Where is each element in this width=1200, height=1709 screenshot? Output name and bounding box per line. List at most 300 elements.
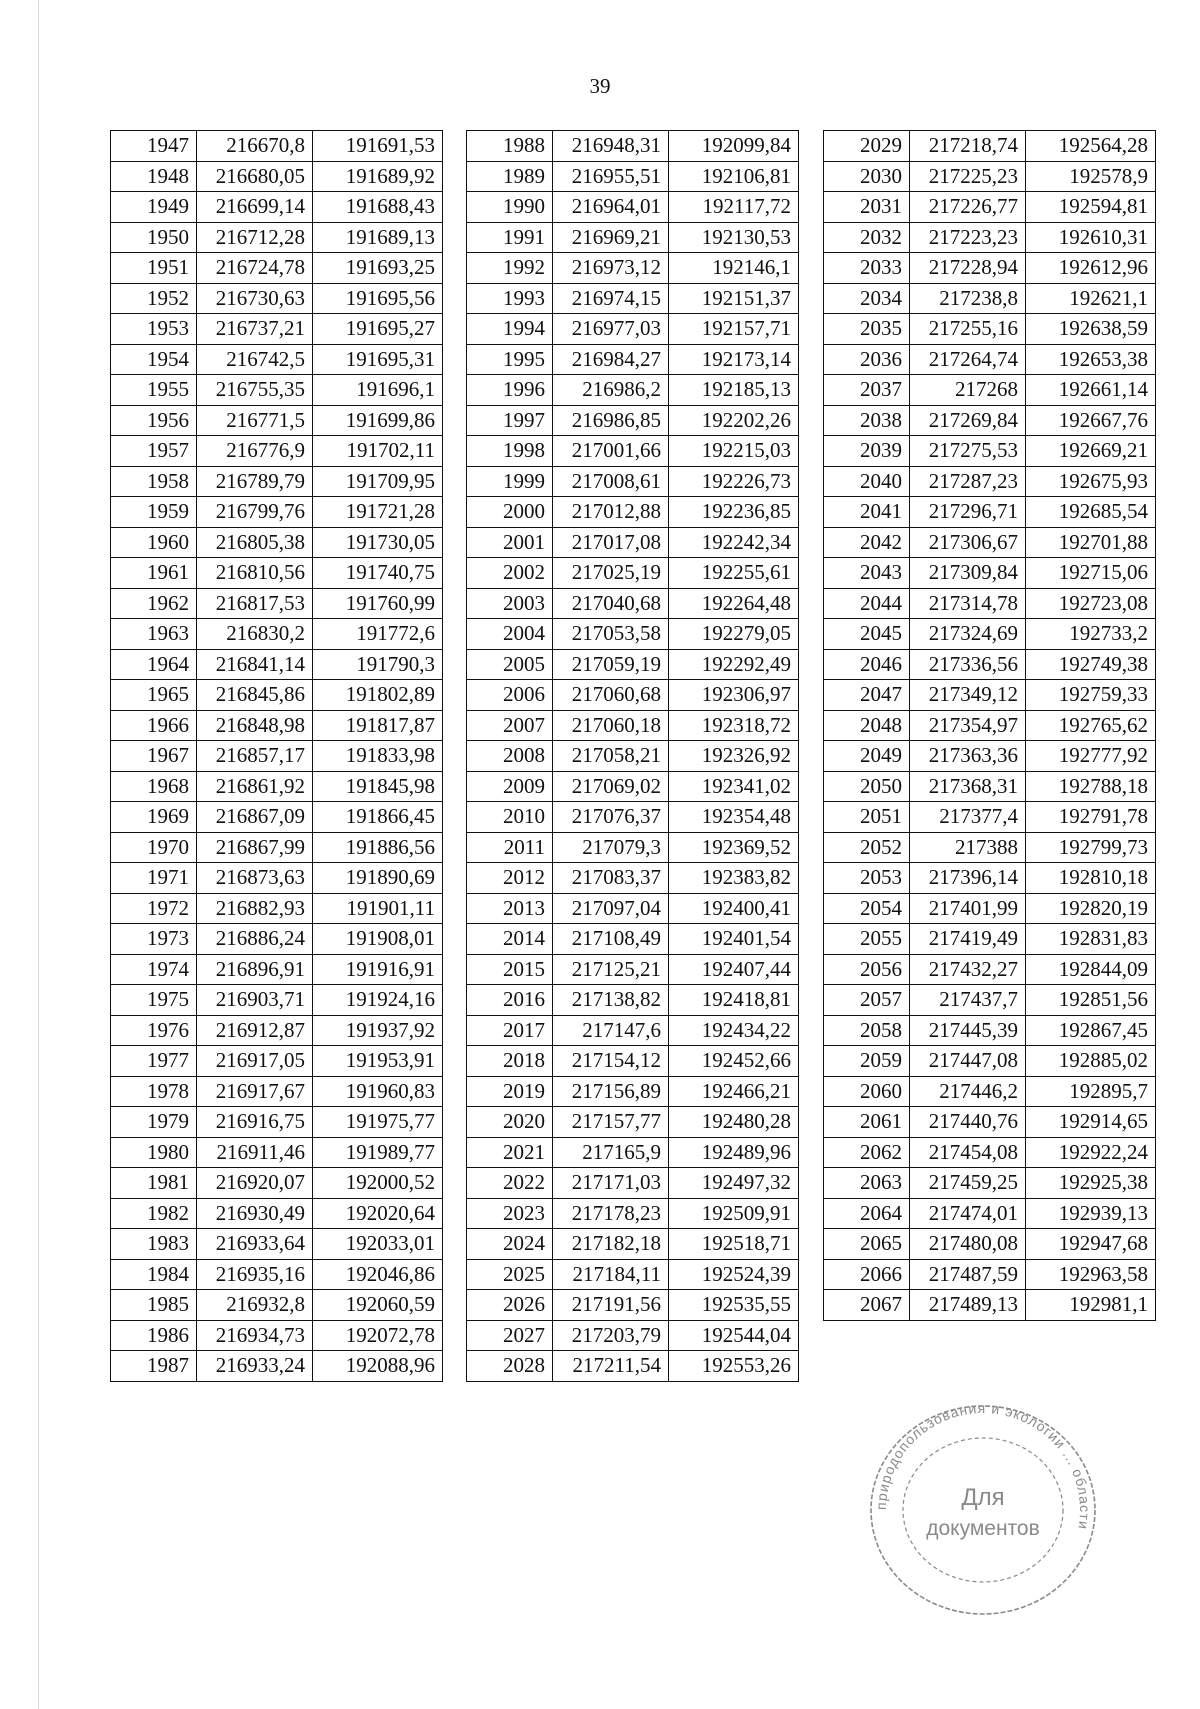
point-number-cell: 2034 xyxy=(824,283,910,314)
table-row xyxy=(467,253,799,284)
x-coordinate-cell: 217447,08 xyxy=(910,1046,1026,1077)
table-row xyxy=(824,649,1156,680)
x-coordinate-cell: 216805,38 xyxy=(197,527,313,558)
y-coordinate-cell: 192675,93 xyxy=(1026,466,1156,497)
x-coordinate-cell: 216977,03 xyxy=(553,314,669,345)
point-number-cell: 1986 xyxy=(111,1320,197,1351)
table-row xyxy=(467,405,799,436)
y-coordinate-cell: 192524,39 xyxy=(669,1259,799,1290)
table-row xyxy=(824,1168,1156,1199)
coordinates-table-2 xyxy=(466,130,799,1382)
table-row xyxy=(111,649,443,680)
y-coordinate-cell: 192844,09 xyxy=(1026,954,1156,985)
y-coordinate-cell: 191691,53 xyxy=(313,131,443,162)
x-coordinate-cell: 217069,02 xyxy=(553,771,669,802)
x-coordinate-cell: 217480,08 xyxy=(910,1229,1026,1260)
point-number-cell: 1958 xyxy=(111,466,197,497)
stamp-center-line-2: документов xyxy=(926,1517,1040,1540)
x-coordinate-cell: 216867,99 xyxy=(197,832,313,863)
point-number-cell: 2002 xyxy=(467,558,553,589)
point-number-cell: 1951 xyxy=(111,253,197,284)
point-number-cell: 2050 xyxy=(824,771,910,802)
table-row xyxy=(824,863,1156,894)
table-row xyxy=(467,1046,799,1077)
table-row xyxy=(111,527,443,558)
x-coordinate-cell: 217012,88 xyxy=(553,497,669,528)
y-coordinate-cell: 191730,05 xyxy=(313,527,443,558)
table-row xyxy=(111,1351,443,1382)
table-row xyxy=(824,1015,1156,1046)
x-coordinate-cell: 217040,68 xyxy=(553,588,669,619)
y-coordinate-cell: 192242,34 xyxy=(669,527,799,558)
x-coordinate-cell: 217238,8 xyxy=(910,283,1026,314)
point-number-cell: 2065 xyxy=(824,1229,910,1260)
point-number-cell: 1964 xyxy=(111,649,197,680)
y-coordinate-cell: 192185,13 xyxy=(669,375,799,406)
point-number-cell: 2061 xyxy=(824,1107,910,1138)
y-coordinate-cell: 192418,81 xyxy=(669,985,799,1016)
official-stamp xyxy=(858,1395,1108,1625)
point-number-cell: 1996 xyxy=(467,375,553,406)
point-number-cell: 2007 xyxy=(467,710,553,741)
x-coordinate-cell: 216932,8 xyxy=(197,1290,313,1321)
x-coordinate-cell: 217178,23 xyxy=(553,1198,669,1229)
x-coordinate-cell: 217445,39 xyxy=(910,1015,1026,1046)
x-coordinate-cell: 217459,25 xyxy=(910,1168,1026,1199)
point-number-cell: 1991 xyxy=(467,222,553,253)
x-coordinate-cell: 216933,64 xyxy=(197,1229,313,1260)
x-coordinate-cell: 217008,61 xyxy=(553,466,669,497)
point-number-cell: 1975 xyxy=(111,985,197,1016)
y-coordinate-cell: 192759,33 xyxy=(1026,680,1156,711)
y-coordinate-cell: 191960,83 xyxy=(313,1076,443,1107)
x-coordinate-cell: 217388 xyxy=(910,832,1026,863)
table-row xyxy=(824,1290,1156,1321)
table-row xyxy=(467,558,799,589)
y-coordinate-cell: 192791,78 xyxy=(1026,802,1156,833)
x-coordinate-cell: 216830,2 xyxy=(197,619,313,650)
table-row xyxy=(824,893,1156,924)
table-row xyxy=(824,802,1156,833)
y-coordinate-cell: 191890,69 xyxy=(313,863,443,894)
point-number-cell: 2051 xyxy=(824,802,910,833)
point-number-cell: 2021 xyxy=(467,1137,553,1168)
table-row xyxy=(467,1137,799,1168)
y-coordinate-cell: 192480,28 xyxy=(669,1107,799,1138)
point-number-cell: 1980 xyxy=(111,1137,197,1168)
table-row xyxy=(824,1107,1156,1138)
point-number-cell: 2035 xyxy=(824,314,910,345)
x-coordinate-cell: 217396,14 xyxy=(910,863,1026,894)
x-coordinate-cell: 216857,17 xyxy=(197,741,313,772)
x-coordinate-cell: 217079,3 xyxy=(553,832,669,863)
y-coordinate-cell: 192831,83 xyxy=(1026,924,1156,955)
x-coordinate-cell: 217060,68 xyxy=(553,680,669,711)
point-number-cell: 1971 xyxy=(111,863,197,894)
y-coordinate-cell: 191688,43 xyxy=(313,192,443,223)
y-coordinate-cell: 191689,92 xyxy=(313,161,443,192)
table-row xyxy=(824,619,1156,650)
x-coordinate-cell: 216911,46 xyxy=(197,1137,313,1168)
y-coordinate-cell: 192157,71 xyxy=(669,314,799,345)
table-row xyxy=(111,985,443,1016)
y-coordinate-cell: 192326,92 xyxy=(669,741,799,772)
y-coordinate-cell: 191866,45 xyxy=(313,802,443,833)
table-row xyxy=(111,222,443,253)
table-row xyxy=(824,161,1156,192)
point-number-cell: 2013 xyxy=(467,893,553,924)
point-number-cell: 1967 xyxy=(111,741,197,772)
table-row xyxy=(824,375,1156,406)
table-row xyxy=(111,924,443,955)
table-row xyxy=(111,832,443,863)
table-row xyxy=(111,1320,443,1351)
x-coordinate-cell: 216742,5 xyxy=(197,344,313,375)
table-row xyxy=(824,283,1156,314)
y-coordinate-cell: 192981,1 xyxy=(1026,1290,1156,1321)
table-row xyxy=(467,1259,799,1290)
table-row xyxy=(824,436,1156,467)
x-coordinate-cell: 217440,76 xyxy=(910,1107,1026,1138)
point-number-cell: 1954 xyxy=(111,344,197,375)
y-coordinate-cell: 192669,21 xyxy=(1026,436,1156,467)
y-coordinate-cell: 192146,1 xyxy=(669,253,799,284)
stamp-center-line-1: Для xyxy=(961,1484,1005,1511)
x-coordinate-cell: 217108,49 xyxy=(553,924,669,955)
y-coordinate-cell: 192820,19 xyxy=(1026,893,1156,924)
x-coordinate-cell: 216799,76 xyxy=(197,497,313,528)
point-number-cell: 2028 xyxy=(467,1351,553,1382)
table-row xyxy=(824,1259,1156,1290)
y-coordinate-cell: 192401,54 xyxy=(669,924,799,955)
x-coordinate-cell: 216973,12 xyxy=(553,253,669,284)
x-coordinate-cell: 217156,89 xyxy=(553,1076,669,1107)
x-coordinate-cell: 216969,21 xyxy=(553,222,669,253)
point-number-cell: 2023 xyxy=(467,1198,553,1229)
y-coordinate-cell: 192046,86 xyxy=(313,1259,443,1290)
y-coordinate-cell: 192518,71 xyxy=(669,1229,799,1260)
y-coordinate-cell: 192701,88 xyxy=(1026,527,1156,558)
y-coordinate-cell: 192341,02 xyxy=(669,771,799,802)
table-row xyxy=(824,131,1156,162)
point-number-cell: 2018 xyxy=(467,1046,553,1077)
x-coordinate-cell: 217097,04 xyxy=(553,893,669,924)
y-coordinate-cell: 192939,13 xyxy=(1026,1198,1156,1229)
point-number-cell: 2008 xyxy=(467,741,553,772)
table-row xyxy=(824,222,1156,253)
table-row xyxy=(467,802,799,833)
point-number-cell: 2048 xyxy=(824,710,910,741)
table-row xyxy=(467,283,799,314)
x-coordinate-cell: 216986,2 xyxy=(553,375,669,406)
x-coordinate-cell: 217269,84 xyxy=(910,405,1026,436)
x-coordinate-cell: 217182,18 xyxy=(553,1229,669,1260)
table-row xyxy=(467,924,799,955)
x-coordinate-cell: 216974,15 xyxy=(553,283,669,314)
point-number-cell: 2005 xyxy=(467,649,553,680)
table-row xyxy=(467,588,799,619)
x-coordinate-cell: 217228,94 xyxy=(910,253,1026,284)
point-number-cell: 2036 xyxy=(824,344,910,375)
table-row xyxy=(111,1076,443,1107)
x-coordinate-cell: 216986,85 xyxy=(553,405,669,436)
table-row xyxy=(824,1046,1156,1077)
table-row xyxy=(111,771,443,802)
table-row xyxy=(467,619,799,650)
x-coordinate-cell: 216917,67 xyxy=(197,1076,313,1107)
table-row xyxy=(824,558,1156,589)
table-row xyxy=(824,924,1156,955)
point-number-cell: 1956 xyxy=(111,405,197,436)
table-row xyxy=(467,832,799,863)
point-number-cell: 2052 xyxy=(824,832,910,863)
y-coordinate-cell: 191772,6 xyxy=(313,619,443,650)
y-coordinate-cell: 192851,56 xyxy=(1026,985,1156,1016)
point-number-cell: 1973 xyxy=(111,924,197,955)
table-row xyxy=(111,192,443,223)
y-coordinate-cell: 192749,38 xyxy=(1026,649,1156,680)
point-number-cell: 2010 xyxy=(467,802,553,833)
y-coordinate-cell: 192544,04 xyxy=(669,1320,799,1351)
y-coordinate-cell: 192226,73 xyxy=(669,466,799,497)
point-number-cell: 2025 xyxy=(467,1259,553,1290)
y-coordinate-cell: 192306,97 xyxy=(669,680,799,711)
point-number-cell: 2006 xyxy=(467,680,553,711)
table-row xyxy=(111,863,443,894)
point-number-cell: 2047 xyxy=(824,680,910,711)
x-coordinate-cell: 216817,53 xyxy=(197,588,313,619)
left-margin-line xyxy=(38,0,39,1709)
coordinates-table-1 xyxy=(110,130,443,1382)
point-number-cell: 2040 xyxy=(824,466,910,497)
y-coordinate-cell: 192612,96 xyxy=(1026,253,1156,284)
y-coordinate-cell: 191702,11 xyxy=(313,436,443,467)
x-coordinate-cell: 217060,18 xyxy=(553,710,669,741)
x-coordinate-cell: 216699,14 xyxy=(197,192,313,223)
point-number-cell: 1948 xyxy=(111,161,197,192)
point-number-cell: 2003 xyxy=(467,588,553,619)
y-coordinate-cell: 192885,02 xyxy=(1026,1046,1156,1077)
point-number-cell: 2024 xyxy=(467,1229,553,1260)
table-row xyxy=(111,314,443,345)
y-coordinate-cell: 192354,48 xyxy=(669,802,799,833)
y-coordinate-cell: 192594,81 xyxy=(1026,192,1156,223)
table-row xyxy=(111,497,443,528)
y-coordinate-cell: 191953,91 xyxy=(313,1046,443,1077)
x-coordinate-cell: 217296,71 xyxy=(910,497,1026,528)
table-row xyxy=(824,497,1156,528)
table-row xyxy=(467,375,799,406)
point-number-cell: 1961 xyxy=(111,558,197,589)
x-coordinate-cell: 216712,28 xyxy=(197,222,313,253)
x-coordinate-cell: 217446,2 xyxy=(910,1076,1026,1107)
y-coordinate-cell: 192765,62 xyxy=(1026,710,1156,741)
table-row xyxy=(111,344,443,375)
table-row xyxy=(467,1198,799,1229)
table-row xyxy=(111,619,443,650)
point-number-cell: 2059 xyxy=(824,1046,910,1077)
x-coordinate-cell: 216771,5 xyxy=(197,405,313,436)
y-coordinate-cell: 192661,14 xyxy=(1026,375,1156,406)
table-row xyxy=(467,1229,799,1260)
table-row xyxy=(111,436,443,467)
x-coordinate-cell: 216776,9 xyxy=(197,436,313,467)
point-number-cell: 2046 xyxy=(824,649,910,680)
x-coordinate-cell: 217336,56 xyxy=(910,649,1026,680)
x-coordinate-cell: 217171,03 xyxy=(553,1168,669,1199)
x-coordinate-cell: 217076,37 xyxy=(553,802,669,833)
x-coordinate-cell: 217125,21 xyxy=(553,954,669,985)
point-number-cell: 2045 xyxy=(824,619,910,650)
y-coordinate-cell: 191845,98 xyxy=(313,771,443,802)
y-coordinate-cell: 192236,85 xyxy=(669,497,799,528)
point-number-cell: 1998 xyxy=(467,436,553,467)
y-coordinate-cell: 191908,01 xyxy=(313,924,443,955)
y-coordinate-cell: 192318,72 xyxy=(669,710,799,741)
y-coordinate-cell: 192130,53 xyxy=(669,222,799,253)
y-coordinate-cell: 192578,9 xyxy=(1026,161,1156,192)
x-coordinate-cell: 217314,78 xyxy=(910,588,1026,619)
x-coordinate-cell: 217474,01 xyxy=(910,1198,1026,1229)
x-coordinate-cell: 217017,08 xyxy=(553,527,669,558)
x-coordinate-cell: 216917,05 xyxy=(197,1046,313,1077)
x-coordinate-cell: 216789,79 xyxy=(197,466,313,497)
point-number-cell: 2026 xyxy=(467,1290,553,1321)
x-coordinate-cell: 217191,56 xyxy=(553,1290,669,1321)
y-coordinate-cell: 191696,1 xyxy=(313,375,443,406)
x-coordinate-cell: 216903,71 xyxy=(197,985,313,1016)
point-number-cell: 1952 xyxy=(111,283,197,314)
y-coordinate-cell: 192925,38 xyxy=(1026,1168,1156,1199)
y-coordinate-cell: 191721,28 xyxy=(313,497,443,528)
table-row xyxy=(467,771,799,802)
y-coordinate-cell: 192173,14 xyxy=(669,344,799,375)
table-row xyxy=(111,1137,443,1168)
x-coordinate-cell: 217211,54 xyxy=(553,1351,669,1382)
y-coordinate-cell: 192407,44 xyxy=(669,954,799,985)
point-number-cell: 1993 xyxy=(467,283,553,314)
point-number-cell: 2009 xyxy=(467,771,553,802)
y-coordinate-cell: 192509,91 xyxy=(669,1198,799,1229)
point-number-cell: 2017 xyxy=(467,1015,553,1046)
table-row xyxy=(467,710,799,741)
y-coordinate-cell: 192060,59 xyxy=(313,1290,443,1321)
point-number-cell: 1989 xyxy=(467,161,553,192)
table-row xyxy=(111,466,443,497)
y-coordinate-cell: 192255,61 xyxy=(669,558,799,589)
x-coordinate-cell: 216896,91 xyxy=(197,954,313,985)
table-row xyxy=(111,1229,443,1260)
table-row xyxy=(467,985,799,1016)
x-coordinate-cell: 217226,77 xyxy=(910,192,1026,223)
point-number-cell: 1957 xyxy=(111,436,197,467)
point-number-cell: 1985 xyxy=(111,1290,197,1321)
y-coordinate-cell: 191695,56 xyxy=(313,283,443,314)
point-number-cell: 2038 xyxy=(824,405,910,436)
point-number-cell: 1984 xyxy=(111,1259,197,1290)
point-number-cell: 1969 xyxy=(111,802,197,833)
y-coordinate-cell: 191886,56 xyxy=(313,832,443,863)
x-coordinate-cell: 217165,9 xyxy=(553,1137,669,1168)
x-coordinate-cell: 216964,01 xyxy=(553,192,669,223)
table-row xyxy=(111,1046,443,1077)
point-number-cell: 2060 xyxy=(824,1076,910,1107)
point-number-cell: 2054 xyxy=(824,893,910,924)
point-number-cell: 1965 xyxy=(111,680,197,711)
x-coordinate-cell: 216841,14 xyxy=(197,649,313,680)
y-coordinate-cell: 192777,92 xyxy=(1026,741,1156,772)
x-coordinate-cell: 217368,31 xyxy=(910,771,1026,802)
y-coordinate-cell: 192279,05 xyxy=(669,619,799,650)
y-coordinate-cell: 192033,01 xyxy=(313,1229,443,1260)
y-coordinate-cell: 192685,54 xyxy=(1026,497,1156,528)
table-row xyxy=(467,314,799,345)
table-row xyxy=(467,1320,799,1351)
y-coordinate-cell: 191709,95 xyxy=(313,466,443,497)
x-coordinate-cell: 216680,05 xyxy=(197,161,313,192)
x-coordinate-cell: 217147,6 xyxy=(553,1015,669,1046)
point-number-cell: 2004 xyxy=(467,619,553,650)
point-number-cell: 1972 xyxy=(111,893,197,924)
y-coordinate-cell: 192292,49 xyxy=(669,649,799,680)
x-coordinate-cell: 216933,24 xyxy=(197,1351,313,1382)
y-coordinate-cell: 192099,84 xyxy=(669,131,799,162)
x-coordinate-cell: 217264,74 xyxy=(910,344,1026,375)
point-number-cell: 1995 xyxy=(467,344,553,375)
x-coordinate-cell: 217218,74 xyxy=(910,131,1026,162)
table-row xyxy=(467,1015,799,1046)
point-number-cell: 2012 xyxy=(467,863,553,894)
x-coordinate-cell: 217324,69 xyxy=(910,619,1026,650)
x-coordinate-cell: 216848,98 xyxy=(197,710,313,741)
point-number-cell: 1979 xyxy=(111,1107,197,1138)
table-row xyxy=(467,1168,799,1199)
point-number-cell: 1959 xyxy=(111,497,197,528)
x-coordinate-cell: 216737,21 xyxy=(197,314,313,345)
table-row xyxy=(824,253,1156,284)
x-coordinate-cell: 216984,27 xyxy=(553,344,669,375)
x-coordinate-cell: 217223,23 xyxy=(910,222,1026,253)
point-number-cell: 2056 xyxy=(824,954,910,985)
table-row xyxy=(111,375,443,406)
point-number-cell: 1960 xyxy=(111,527,197,558)
y-coordinate-cell: 192947,68 xyxy=(1026,1229,1156,1260)
point-number-cell: 1994 xyxy=(467,314,553,345)
x-coordinate-cell: 217487,59 xyxy=(910,1259,1026,1290)
point-number-cell: 2032 xyxy=(824,222,910,253)
table-row xyxy=(111,710,443,741)
y-coordinate-cell: 191989,77 xyxy=(313,1137,443,1168)
x-coordinate-cell: 217419,49 xyxy=(910,924,1026,955)
x-coordinate-cell: 216730,63 xyxy=(197,283,313,314)
table-row xyxy=(111,1198,443,1229)
table-row xyxy=(467,680,799,711)
x-coordinate-cell: 216873,63 xyxy=(197,863,313,894)
y-coordinate-cell: 192020,64 xyxy=(313,1198,443,1229)
table-row xyxy=(824,405,1156,436)
x-coordinate-cell: 216810,56 xyxy=(197,558,313,589)
y-coordinate-cell: 191790,3 xyxy=(313,649,443,680)
table-row xyxy=(111,283,443,314)
x-coordinate-cell: 217184,11 xyxy=(553,1259,669,1290)
x-coordinate-cell: 217349,12 xyxy=(910,680,1026,711)
x-coordinate-cell: 217138,82 xyxy=(553,985,669,1016)
x-coordinate-cell: 216861,92 xyxy=(197,771,313,802)
point-number-cell: 2015 xyxy=(467,954,553,985)
point-number-cell: 1999 xyxy=(467,466,553,497)
point-number-cell: 2041 xyxy=(824,497,910,528)
table-row xyxy=(824,314,1156,345)
